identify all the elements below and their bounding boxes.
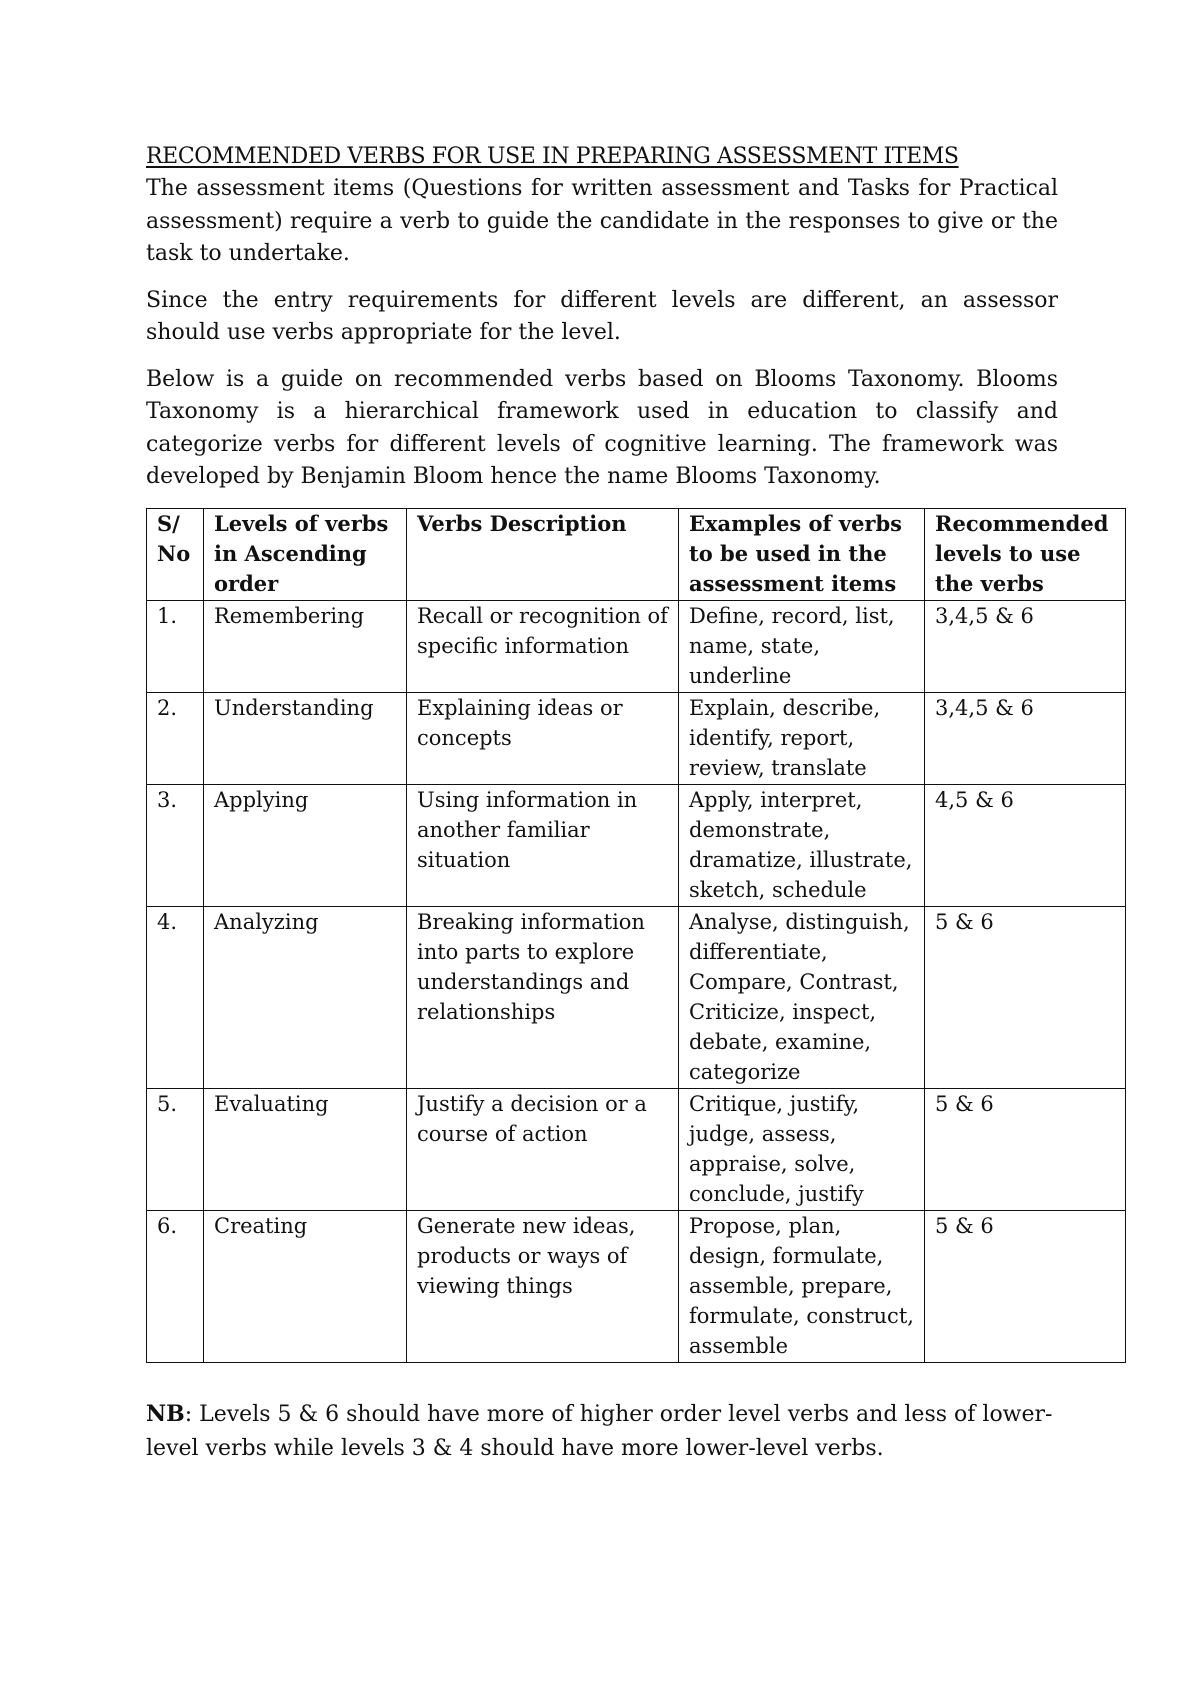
- table-row: [147, 1210, 1126, 1362]
- cell-level: Creating: [204, 1210, 407, 1362]
- document-content: [146, 144, 1109, 1488]
- cell-examples: Critique, justify, judge, assess, appraise, solve, conclude, justify: [679, 1088, 925, 1210]
- cell-description: Explaining ideas or concepts: [407, 692, 679, 784]
- cell-level: Understanding: [204, 692, 407, 784]
- cell-examples: Analyse, distinguish, differentiate, Compare, Contrast, Criticize, inspect, debate, examine, categorize: [679, 906, 925, 1088]
- cell-examples: Propose, plan, design, formulate, assemble, prepare, formulate, construct, assemble: [679, 1210, 925, 1362]
- verbs-table: [146, 508, 1126, 1363]
- cell-sno: 1.: [147, 600, 204, 692]
- cell-description: Recall or recognition of specific information: [407, 600, 679, 692]
- cell-recommended: 4,5 & 6: [925, 784, 1126, 906]
- table-row: [147, 906, 1126, 1088]
- entry-requirements-paragraph: Since the entry requirements for different levels are different, an assessor should use verbs appropriate for the level.: [146, 287, 1058, 345]
- cell-description: Generate new ideas, products or ways of viewing things: [407, 1210, 679, 1362]
- nb-label: NB: [146, 1400, 185, 1427]
- nb-text: : Levels 5 & 6 should have more of higher order level verbs and less of lower-level verbs while levels 3 & 4 should have more lower-level verbs.: [146, 1401, 1053, 1461]
- document-title: RECOMMENDED VERBS FOR USE IN PREPARING ASSESSMENT ITEMS: [146, 144, 959, 169]
- cell-sno: 5.: [147, 1088, 204, 1210]
- table-row: [147, 784, 1126, 906]
- cell-description: Justify a decision or a course of action: [407, 1088, 679, 1210]
- cell-sno: 6.: [147, 1210, 204, 1362]
- cell-level: Applying: [204, 784, 407, 906]
- cell-description: Breaking information into parts to explore understandings and relationships: [407, 906, 679, 1088]
- cell-sno: 4.: [147, 906, 204, 1088]
- cell-sno: 3.: [147, 784, 204, 906]
- cell-level: Evaluating: [204, 1088, 407, 1210]
- cell-sno: 2.: [147, 692, 204, 784]
- cell-recommended: 5 & 6: [925, 906, 1126, 1088]
- cell-recommended: 5 & 6: [925, 1210, 1126, 1362]
- nb-note: [146, 1397, 1058, 1466]
- cell-examples: Explain, describe, identify, report, review, translate: [679, 692, 925, 784]
- cell-description: Using information in another familiar situation: [407, 784, 679, 906]
- header-description: Verbs Description: [407, 508, 679, 600]
- cell-recommended: 3,4,5 & 6: [925, 600, 1126, 692]
- table-header-row: [147, 508, 1126, 600]
- cell-examples: Apply, interpret, demonstrate, dramatize, illustrate, sketch, schedule: [679, 784, 925, 906]
- table-row: [147, 1088, 1126, 1210]
- header-sno: S/ No: [147, 508, 204, 600]
- cell-recommended: 5 & 6: [925, 1088, 1126, 1210]
- header-examples: Examples of verbs to be used in the assessment items: [679, 508, 925, 600]
- blooms-taxonomy-paragraph: Below is a guide on recommended verbs based on Blooms Taxonomy. Blooms Taxonomy is a hierarchical framework used in education to classify and categorize verbs for different levels of cognitive learning. The framework was developed by Benjamin Bloom hence the name Blooms Taxonomy.: [146, 366, 1058, 489]
- cell-recommended: 3,4,5 & 6: [925, 692, 1126, 784]
- header-recommended-levels: Recommended levels to use the verbs: [925, 508, 1126, 600]
- cell-level: Remembering: [204, 600, 407, 692]
- table-row: [147, 600, 1126, 692]
- header-levels: Levels of verbs in Ascending order: [204, 508, 407, 600]
- intro-paragraph: The assessment items (Questions for written assessment and Tasks for Practical assessment) require a verb to guide the candidate in the responses to give or the task to undertake.: [146, 176, 1058, 266]
- table-row: [147, 692, 1126, 784]
- cell-level: Analyzing: [204, 906, 407, 1088]
- cell-examples: Define, record, list, name, state, underline: [679, 600, 925, 692]
